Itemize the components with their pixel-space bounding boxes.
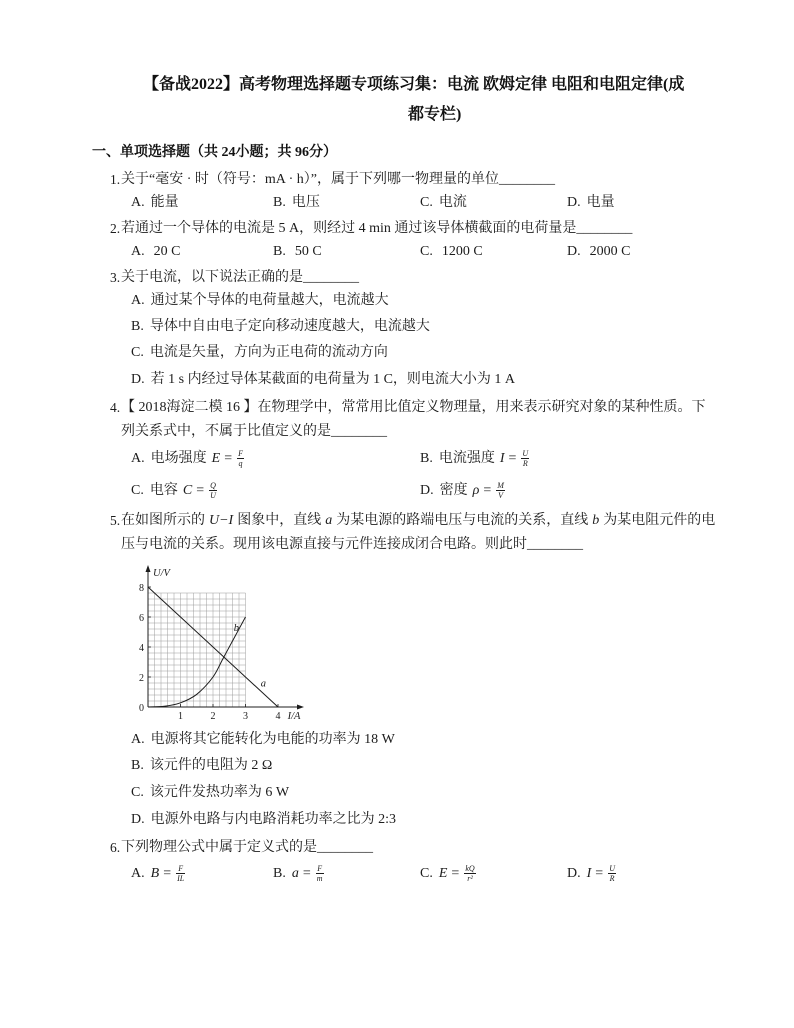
option-letter: D. bbox=[131, 372, 145, 387]
option-letter: A. bbox=[131, 866, 145, 881]
question-4-number: 4. bbox=[110, 400, 121, 415]
formula-variable: I bbox=[499, 451, 505, 466]
option-letter: B. bbox=[273, 244, 286, 259]
option-text: 电流强度 bbox=[438, 451, 495, 466]
question-5-option-a bbox=[131, 730, 395, 750]
series-label-b: b bbox=[233, 622, 240, 634]
option-letter: A. bbox=[131, 195, 145, 210]
question-5-number: 5. bbox=[110, 513, 121, 528]
question-4-option-b bbox=[420, 449, 529, 469]
fraction-numerator: U bbox=[522, 449, 529, 459]
option-letter: D. bbox=[420, 483, 434, 498]
formula-variable: a bbox=[291, 866, 299, 881]
option-letter: D. bbox=[567, 195, 581, 210]
y-axis-arrow bbox=[146, 565, 151, 572]
option-text: 电流是矢量，方向为正电荷的流动方向 bbox=[149, 345, 388, 360]
question-4-stem-line-2: 列关系式中，不属于比值定义的是________ bbox=[121, 424, 387, 439]
stem-text: 为某电阻元件的电 bbox=[603, 513, 716, 528]
option-text: 电源将其它能转化为电能的功率为 18 W bbox=[150, 732, 395, 747]
fraction-denominator: r² bbox=[464, 873, 475, 883]
fraction bbox=[464, 864, 475, 883]
x-axis-arrow bbox=[297, 705, 304, 710]
question-1-option-b bbox=[273, 193, 320, 213]
stem-text: 在如图所示的 bbox=[121, 513, 205, 528]
document-title-line-1: 【备战2022】高考物理选择题专项练习集：电流 欧姆定律 电阻和电阻定律(成 bbox=[143, 76, 685, 93]
y-axis-label: U/V bbox=[153, 568, 170, 579]
question-3-option-b bbox=[131, 317, 430, 337]
question-2-option-d bbox=[567, 242, 630, 262]
fraction-numerator: M bbox=[497, 481, 504, 491]
series-line-b bbox=[148, 617, 246, 707]
formula-variable: E bbox=[211, 451, 221, 466]
series-label-a: a bbox=[260, 678, 266, 690]
question-4-option-a bbox=[131, 449, 244, 469]
option-letter: A. bbox=[131, 732, 145, 747]
document-title-line-2: 都专栏) bbox=[408, 106, 462, 123]
fraction bbox=[608, 864, 616, 883]
option-letter: B. bbox=[273, 195, 286, 210]
option-text: 2000 C bbox=[589, 244, 631, 259]
option-text: 50 C bbox=[294, 244, 322, 259]
fraction bbox=[209, 481, 217, 500]
question-3-stem: 关于电流，以下说法正确的是________ bbox=[121, 270, 359, 285]
math-symbol-u-i: U−I bbox=[209, 513, 234, 528]
option-text: 若 1 s 内经过导体某截面的电荷量为 1 C，则电流大小为 1 A bbox=[150, 372, 516, 387]
y-tick-label: 4 bbox=[139, 643, 144, 654]
question-2-stem: 若通过一个导体的电流是 5 A，则经过 4 min 通过该导体横截面的电荷量是________ bbox=[121, 221, 633, 236]
fraction-denominator: R bbox=[522, 459, 528, 469]
option-letter: B. bbox=[131, 758, 144, 773]
u-i-graph bbox=[128, 560, 308, 725]
option-text: 电压 bbox=[291, 195, 320, 210]
option-text: 导体中自由电子定向移动速度越大，电流越大 bbox=[149, 319, 430, 334]
question-4-option-d bbox=[420, 481, 505, 501]
question-3-number: 3. bbox=[110, 270, 121, 285]
question-5-option-c bbox=[131, 783, 289, 803]
chart-grid bbox=[148, 593, 246, 707]
formula-variable: E bbox=[438, 866, 448, 881]
option-text: 20 C bbox=[153, 244, 181, 259]
option-text: 通过某个导体的电荷量越大，电流越大 bbox=[150, 293, 389, 308]
fraction-numerator: F bbox=[238, 449, 243, 459]
option-letter: C. bbox=[420, 866, 433, 881]
option-letter: B. bbox=[273, 866, 286, 881]
equals-sign: = bbox=[483, 483, 492, 498]
option-letter: D. bbox=[567, 244, 581, 259]
fraction-denominator: V bbox=[498, 491, 504, 501]
option-letter: A. bbox=[131, 451, 145, 466]
x-tick-label: 1 bbox=[178, 711, 183, 722]
question-6-number: 6. bbox=[110, 840, 121, 855]
option-letter: A. bbox=[131, 244, 145, 259]
fraction bbox=[521, 449, 529, 468]
option-letter: D. bbox=[567, 866, 581, 881]
question-5-option-b bbox=[131, 756, 272, 776]
formula-variable: ρ bbox=[472, 483, 480, 498]
formula-variable: B bbox=[150, 866, 160, 881]
stem-text: 图象中，直线 bbox=[237, 513, 322, 528]
question-6-option-d bbox=[567, 864, 616, 884]
option-letter: C. bbox=[131, 483, 144, 498]
option-letter: C. bbox=[420, 195, 433, 210]
option-text: 电容 bbox=[149, 483, 178, 498]
equals-sign: = bbox=[163, 866, 172, 881]
option-letter: C. bbox=[131, 345, 144, 360]
question-5-option-d bbox=[131, 810, 396, 830]
question-2-option-c bbox=[420, 242, 483, 262]
option-letter: D. bbox=[131, 812, 145, 827]
equals-sign: = bbox=[451, 866, 460, 881]
fraction bbox=[316, 864, 324, 883]
option-letter: C. bbox=[420, 244, 433, 259]
question-3-option-a bbox=[131, 291, 389, 311]
question-4-stem-line-1: 【 2018海淀二模 16 】在物理学中，常常用比值定义物理量，用来表示研究对象的某种性质。下 bbox=[121, 400, 706, 415]
fraction bbox=[496, 481, 505, 500]
equals-sign: = bbox=[302, 866, 311, 881]
math-symbol-a: a bbox=[325, 513, 333, 528]
equals-sign: = bbox=[595, 866, 604, 881]
stem-text: 为某电源的路端电压与电流的关系，直线 bbox=[336, 513, 589, 528]
question-3-option-d bbox=[131, 370, 515, 390]
question-4-option-c bbox=[131, 481, 217, 501]
question-5-stem-line-2: 压与电流的关系。现用该电源直接与元件连接成闭合电路。则此时________ bbox=[121, 537, 583, 552]
question-2-number: 2. bbox=[110, 221, 121, 236]
fraction bbox=[176, 864, 185, 883]
y-tick-label: 6 bbox=[139, 613, 144, 624]
fraction-denominator: q bbox=[238, 459, 243, 469]
option-text: 电流 bbox=[438, 195, 467, 210]
option-text: 该元件发热功率为 6 W bbox=[149, 785, 290, 800]
x-tick-label: 4 bbox=[275, 711, 281, 722]
y-tick-label: 0 bbox=[139, 703, 144, 714]
fraction-denominator: R bbox=[609, 874, 615, 884]
fraction-denominator: m bbox=[316, 874, 323, 884]
formula-variable: C bbox=[182, 483, 193, 498]
option-letter: B. bbox=[420, 451, 433, 466]
formula-variable: I bbox=[586, 866, 592, 881]
question-2-option-b bbox=[273, 242, 322, 262]
option-letter: C. bbox=[131, 785, 144, 800]
option-text: 电场强度 bbox=[150, 451, 207, 466]
x-axis-label: I/A bbox=[287, 711, 301, 722]
fraction-numerator: F bbox=[317, 864, 323, 874]
question-1-option-d bbox=[567, 193, 615, 213]
fraction-denominator: IL bbox=[177, 874, 185, 884]
question-1-number: 1. bbox=[110, 172, 121, 187]
option-text: 1200 C bbox=[441, 244, 483, 259]
option-letter: B. bbox=[131, 319, 144, 334]
option-text: 电源外电路与内电路消耗功率之比为 2:3 bbox=[150, 812, 397, 827]
x-tick-label: 2 bbox=[210, 711, 216, 722]
option-text: 电量 bbox=[586, 195, 615, 210]
question-5-stem-line-1 bbox=[121, 511, 715, 531]
equals-sign: = bbox=[196, 483, 205, 498]
fraction-numerator: kQ bbox=[465, 864, 475, 874]
question-6-option-a bbox=[131, 864, 185, 884]
question-1-stem: 关于“毫安 · 时（符号：mA · h）”，属于下列哪一物理量的单位________ bbox=[121, 172, 555, 187]
question-1-option-a bbox=[131, 193, 179, 213]
option-text: 该元件的电阻为 2 Ω bbox=[149, 758, 273, 773]
fraction-numerator: Q bbox=[210, 481, 216, 491]
fraction-numerator: U bbox=[609, 864, 615, 874]
fraction bbox=[237, 449, 244, 468]
question-6-option-c bbox=[420, 864, 476, 884]
equals-sign: = bbox=[224, 451, 233, 466]
x-tick-label: 3 bbox=[243, 711, 248, 722]
question-2-option-a bbox=[131, 242, 180, 262]
equals-sign: = bbox=[508, 451, 517, 466]
question-3-option-c bbox=[131, 343, 388, 363]
question-1-option-c bbox=[420, 193, 467, 213]
option-text: 能量 bbox=[150, 195, 179, 210]
option-letter: A. bbox=[131, 293, 145, 308]
section-heading: 一、单项选择题（共 24小题；共 96分） bbox=[92, 145, 337, 160]
math-symbol-b: b bbox=[592, 513, 600, 528]
fraction-numerator: F bbox=[178, 864, 184, 874]
question-6-option-b bbox=[273, 864, 324, 884]
option-text: 密度 bbox=[439, 483, 468, 498]
y-tick-label: 2 bbox=[139, 673, 144, 684]
question-6-stem: 下列物理公式中属于定义式的是________ bbox=[121, 840, 373, 855]
y-tick-label: 8 bbox=[139, 583, 144, 594]
fraction-denominator: U bbox=[210, 491, 216, 501]
